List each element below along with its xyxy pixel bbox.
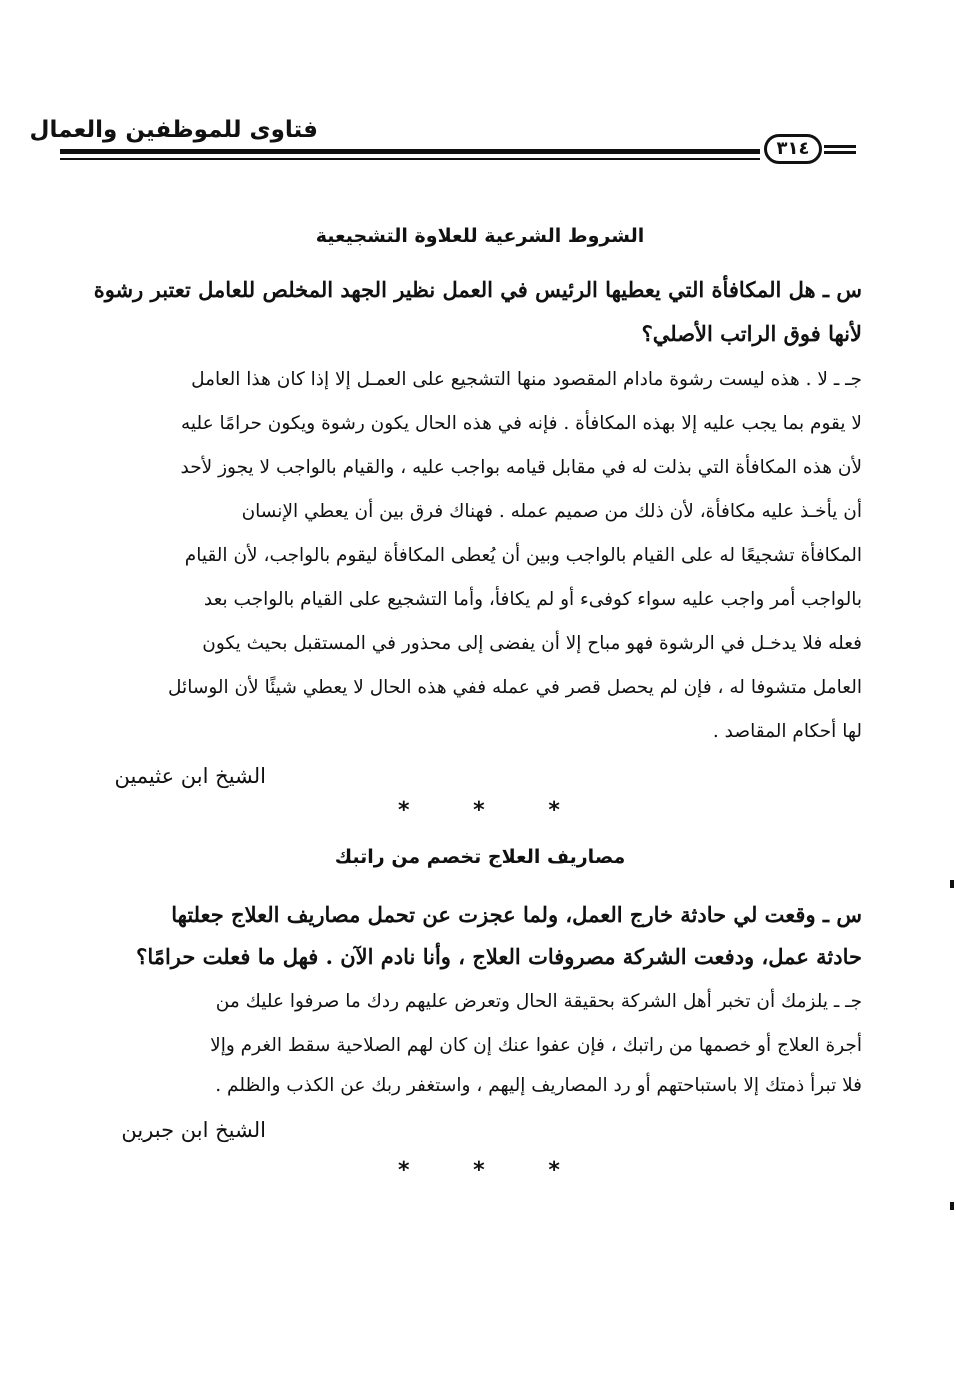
header-dash bbox=[824, 151, 856, 154]
running-header-title: فتاوى للموظفين والعمال bbox=[29, 117, 318, 143]
answer-line: لأن هذه المكافأة التي بذلت له في مقابل قيامه بواجب عليه ، والقيام بالواجب لا يجوز لأحد bbox=[180, 457, 862, 478]
fatwa-author: الشيخ ابن عثيمين bbox=[114, 764, 266, 788]
page-number-badge: ٣١٤ bbox=[764, 134, 822, 164]
question-line: س ـ وقعت لي حادثة خارج العمل، ولما عجزت عن تحمل مصاريف العلاج جعلتها bbox=[171, 902, 862, 927]
header-dash bbox=[824, 145, 856, 148]
answer-line: أن يأخـذ عليه مكافأة، لأن ذلك من صميم عمله . فهناك فرق بين أن يعطي الإنسان bbox=[241, 501, 862, 522]
answer-line: لها أحكام المقاصد . bbox=[712, 721, 862, 742]
header-rule-thick bbox=[60, 149, 760, 154]
fatwa-author: الشيخ ابن جبرين bbox=[121, 1118, 266, 1142]
answer-line: بالواجب أمر واجب عليه سواء كوفىء أو لم يكافأ، وأما التشجيع على القيام بالواجب بعد bbox=[203, 589, 862, 610]
question-line: لأنها فوق الراتب الأصلي؟ bbox=[641, 321, 862, 346]
question-line: حادثة عمل، ودفعت الشركة مصروفات العلاج ، وأنا نادم الآن . فهل ما فعلت حرامًا؟ bbox=[136, 944, 862, 969]
answer-line: العامل متشوفا له ، فإن لم يحصل قصر في عمله ففي هذه الحال لا يعطي شيئًا لأن الوسائل bbox=[168, 677, 862, 698]
section-separator: * * * bbox=[398, 798, 588, 823]
header-rule-thin bbox=[60, 158, 760, 160]
answer-line: لا يقوم بما يجب عليه إلا بهذه المكافأة . فإنه في هذه الحال يكون رشوة ويكون حرامًا عليه bbox=[181, 413, 862, 434]
scan-edge-mark bbox=[950, 880, 954, 888]
answer-line: أجرة العلاج أو خصمها من راتبك ، فإن عفوا عنك إن كان لهم الصلاحية سقط الغرم وإلا bbox=[210, 1035, 862, 1056]
answer-line: المكافأة تشجيعًا له على القيام بالواجب وبين أن يُعطى المكافأة ليقوم بالواجب، لأن القيام bbox=[184, 545, 862, 566]
section-separator: * * * bbox=[398, 1158, 588, 1183]
scan-edge-mark bbox=[950, 1202, 954, 1210]
question-line: س ـ هل المكافأة التي يعطيها الرئيس في العمل نظير الجهد المخلص للعامل تعتبر رشوة bbox=[93, 277, 862, 302]
section-title-treatment-expenses: مصاريف العلاج تخصم من راتبك bbox=[334, 846, 626, 868]
answer-line: جـ ـ لا . هذه ليست رشوة مادام المقصود منها التشجيع على العمـل إلا إذا كان هذا العامل bbox=[191, 369, 862, 390]
answer-line: فعله فلا يدخـل في الرشوة فهو مباح إلا أن يفضى إلى محذور في المستقبل بحيث يكون bbox=[202, 633, 862, 654]
section-title-incentive-bonus: الشروط الشرعية للعلاوة التشجيعية bbox=[315, 225, 645, 247]
answer-line: فلا تبرأ ذمتك إلا باستباحتهم أو رد المصاريف إليهم ، واستغفر ربك عن الكذب والظلم . bbox=[215, 1075, 862, 1096]
answer-line: جـ ـ يلزمك أن تخبر أهل الشركة بحقيقة الحال وتعرض عليهم ردك ما صرفوا عليك من bbox=[215, 991, 862, 1012]
